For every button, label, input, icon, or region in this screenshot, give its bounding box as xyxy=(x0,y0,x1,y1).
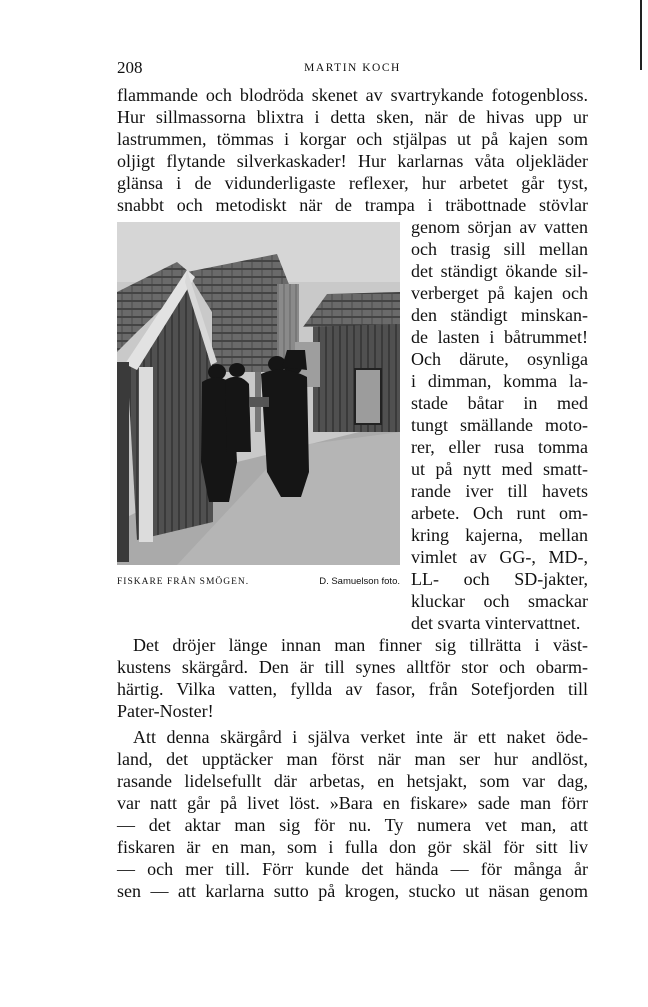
text-line: kring kajerna, mellan xyxy=(411,525,588,545)
page-edge xyxy=(640,0,642,70)
page-header xyxy=(117,58,588,80)
text-line: — det aktar man sig för nu. Ty numera vet man, att xyxy=(117,815,588,835)
text-line: Hur sillmassorna blixtra i detta sken, när de hivas upp ur xyxy=(117,107,588,127)
text-line: rande iver till havets xyxy=(411,481,588,501)
text-line: glänsa i de vidunderligaste reflexer, hur arbetet går tyst, xyxy=(117,173,588,193)
text-line: verberget på kajen och xyxy=(411,283,588,303)
text-line: fiskaren är en man, som i fulla don gör skäl för sitt liv xyxy=(117,837,588,857)
caption-credit: D. Samuelson foto. xyxy=(319,576,400,587)
photo-caption xyxy=(117,574,400,590)
text-line: Pater-Noster! xyxy=(117,701,214,721)
text-line: den ständigt minskan- xyxy=(411,305,588,325)
text-line: Det dröjer länge innan man finner sig tillrätta i väst- xyxy=(133,635,588,655)
text-line: och trasig sill mellan xyxy=(411,239,588,259)
text-line: de lasten i båtrummet! xyxy=(411,327,588,347)
text-line: ut på nytt med smatt- xyxy=(411,459,588,479)
text-line: kustens skärgård. Den är till synes alltför stor och obarm- xyxy=(117,657,588,677)
text-line: det ständigt ökande sil- xyxy=(411,261,588,281)
text-line: snabbt och metodiskt när de trampa i träbottnade stövlar xyxy=(117,195,588,215)
text-line: stade båtar in med xyxy=(411,393,588,413)
text-line: härtig. Vilka vatten, fyllda av fasor, från Sotefjorden till xyxy=(117,679,588,699)
text-line: rasande lidelsefullt där arbetas, en hetsjakt, som var dag, xyxy=(117,771,588,791)
running-head: MARTIN KOCH xyxy=(304,62,401,74)
text-line: sen — att karlarna sutto på krogen, stucko ut näsan genom xyxy=(117,881,588,901)
text-line: tungt smällande moto- xyxy=(411,415,588,435)
text-line: flammande och blodröda skenet av svartrykande fotogenbloss. xyxy=(117,85,588,105)
text-line: i dimman, komma la- xyxy=(411,371,588,391)
text-line: rer, eller rusa tomma xyxy=(411,437,588,457)
text-line: LL- och SD-jakter, xyxy=(411,569,588,589)
text-line: vimlet av GG-, MD-, xyxy=(411,547,588,567)
text-line: var natt går på livet löst. »Bara en fiskare» sade man förr xyxy=(117,793,588,813)
text-line: Att denna skärgård i själva verket inte är ett naket öde- xyxy=(133,727,588,747)
text-line: oljigt flytande silverkaskader! Hur karlarnas våta oljekläder xyxy=(117,151,588,171)
text-line: — och mer till. Förr kunde det hända — för många år xyxy=(117,859,588,879)
caption-title: FISKARE FRÅN SMÖGEN. xyxy=(117,577,250,587)
text-line: det svarta vintervattnet. xyxy=(411,613,581,633)
text-line: kluckar och smackar xyxy=(411,591,588,611)
photo-fishermen xyxy=(117,222,400,565)
text-line: land, det upptäcker man först när man ser hur andlöst, xyxy=(117,749,588,769)
text-line: genom sörjan av vatten xyxy=(411,217,588,237)
text-line: lastrummen, tömmas i korgar och stjälpas ut på kajen som xyxy=(117,129,588,149)
page-number: 208 xyxy=(117,58,143,77)
text-line: arbete. Och runt om- xyxy=(411,503,588,523)
text-line: Och därute, osynliga xyxy=(411,349,588,369)
